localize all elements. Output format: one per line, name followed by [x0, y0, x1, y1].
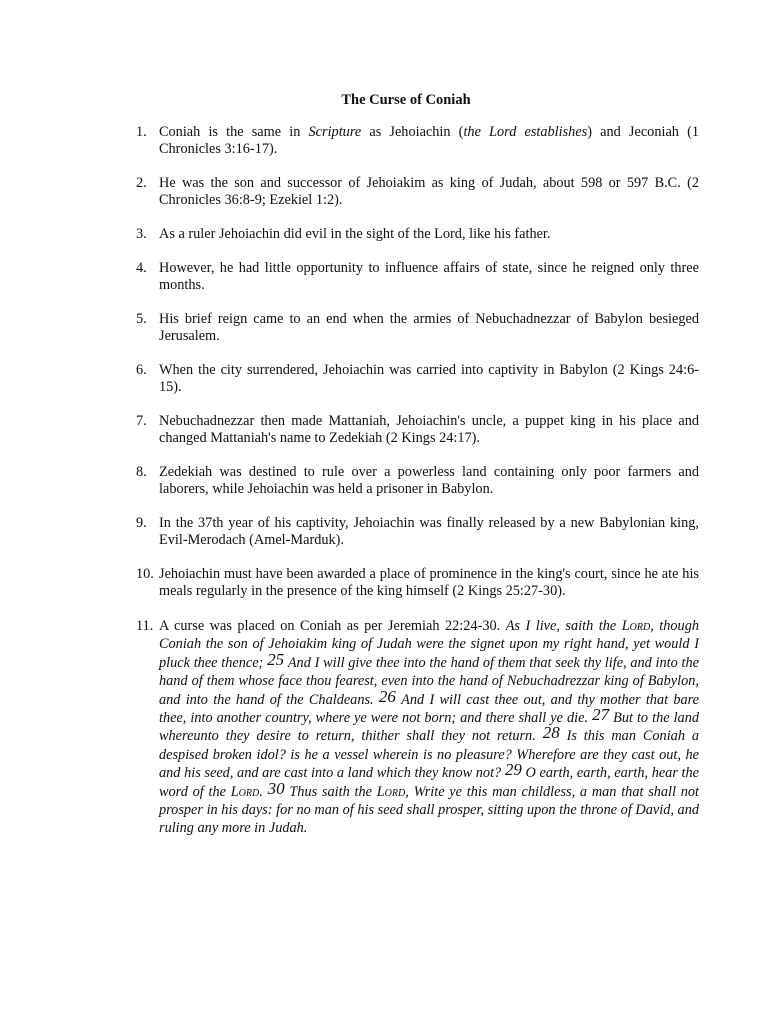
lord-small-caps: Lord — [230, 783, 260, 800]
item-number: 10. — [136, 566, 154, 582]
lord-small-caps: Lord — [376, 783, 406, 800]
quote-text: But to the land whereunto they desire to return, thither shall they not return. — [159, 710, 700, 745]
list-item — [0, 175, 699, 209]
list-item — [0, 362, 699, 396]
item-text: ) and Jeconiah (1 Chronicles 3:16-17). — [159, 124, 699, 157]
item-text: as Jehoiachin ( — [361, 124, 464, 140]
item-text: He was the son and successor of Jehoiakim as king of Judah, about 598 or 597 B.C. (2 Chronicles 36:8-9; Ezekiel 1:2). — [159, 175, 699, 208]
item-number: 3. — [136, 226, 147, 242]
item-number: 2. — [136, 175, 147, 191]
item-text: Jehoiachin must have been awarded a place of prominence in the king's court, since he ate his meals regularly in the presence of the king himself (2 Kings 25:27-30). — [159, 566, 699, 599]
item-number: 1. — [136, 124, 147, 140]
verse-number: 29 — [504, 760, 522, 780]
quote-text: , Write ye this man childless, a man that shall not prosper in his days: for no man of his seed shall prosper, sitting upon the throne of David, and ruling any more in Judah. — [159, 783, 700, 837]
list-item — [0, 260, 699, 294]
verse-number: 28 — [542, 723, 560, 743]
quote-text: , though Coniah the son of Jehoiakim king of Judah were the signet upon my right hand, yet would I pluck thee thence; — [159, 618, 699, 671]
verse-number: 25 — [267, 649, 285, 669]
item-text: His brief reign came to an end when the armies of Nebuchadnezzar of Babylon besieged Jerusalem. — [159, 311, 699, 344]
quote-text: Is this man Coniah a despised broken idol? is he a vessel wherein is no pleasure? Wherefore are they cast out, he and his seed, and are cast into a land which they know not? — [159, 728, 700, 782]
numbered-list — [0, 124, 699, 855]
list-item — [0, 515, 699, 549]
item-number: 4. — [136, 260, 147, 276]
item-text: However, he had little opportunity to influence affairs of state, since he reigned only three months. — [159, 260, 699, 293]
list-item — [0, 413, 699, 447]
item-number: 8. — [136, 464, 147, 480]
quote-text: . — [259, 783, 263, 800]
item-text: Nebuchadnezzar then made Mattaniah, Jehoiachin's uncle, a puppet king in his place and changed Mattaniah's name to Zedekiah (2 Kings 24:17). — [159, 413, 699, 446]
list-item — [0, 464, 699, 498]
list-item — [0, 226, 699, 243]
item-number: 11. — [136, 618, 154, 634]
item-text: A curse was placed on Coniah as per Jeremiah 22:24-30. — [159, 618, 501, 634]
quote-text: Thus saith the — [289, 783, 372, 800]
item-text: When the city surrendered, Jehoiachin was carried into captivity in Babylon (2 Kings 24:6-15). — [159, 362, 699, 395]
list-item — [0, 311, 699, 345]
item-number: 6. — [136, 362, 147, 378]
verse-number: 26 — [378, 686, 396, 706]
quote-text: And I will give thee into the hand of them that seek thy life, and into the hand of them whose face thou fearest, even into the hand of Nebuchadrezzar king of Babylon, and into the hand of the Chaldeans. — [159, 654, 700, 708]
item-text: As a ruler Jehoiachin did evil in the sight of the Lord, like his father. — [159, 226, 551, 242]
verse-number: 30 — [267, 778, 285, 798]
lord-small-caps: Lord — [621, 618, 651, 634]
item-number: 7. — [136, 413, 147, 429]
quote-text: As I live, saith the — [505, 618, 617, 634]
item-text: In the 37th year of his captivity, Jehoiachin was finally released by a new Babylonian king, Evil-Merodach (Amel-Marduk). — [159, 515, 699, 548]
item-number: 5. — [136, 311, 147, 327]
verse-number: 27 — [592, 705, 610, 725]
item-text: Zedekiah was destined to rule over a powerless land containing only poor farmers and laborers, while Jehoiachin was held a prisoner in Babylon. — [159, 464, 699, 497]
quote-text: And I will cast thee out, and thy mother that bare thee, into another country, where ye were not born; and there shall ye die. — [159, 691, 699, 727]
item-text: Coniah is the same in — [159, 124, 309, 140]
item-emphasis: Scripture — [308, 124, 362, 140]
item-number: 9. — [136, 515, 147, 531]
page-title: The Curse of Coniah — [341, 92, 471, 108]
list-item-scripture-quote — [0, 617, 699, 838]
list-item — [0, 124, 699, 158]
item-emphasis: the Lord establishes — [463, 124, 588, 140]
quote-text: O earth, earth, earth, hear the word of the — [159, 765, 700, 800]
list-item — [0, 566, 699, 600]
